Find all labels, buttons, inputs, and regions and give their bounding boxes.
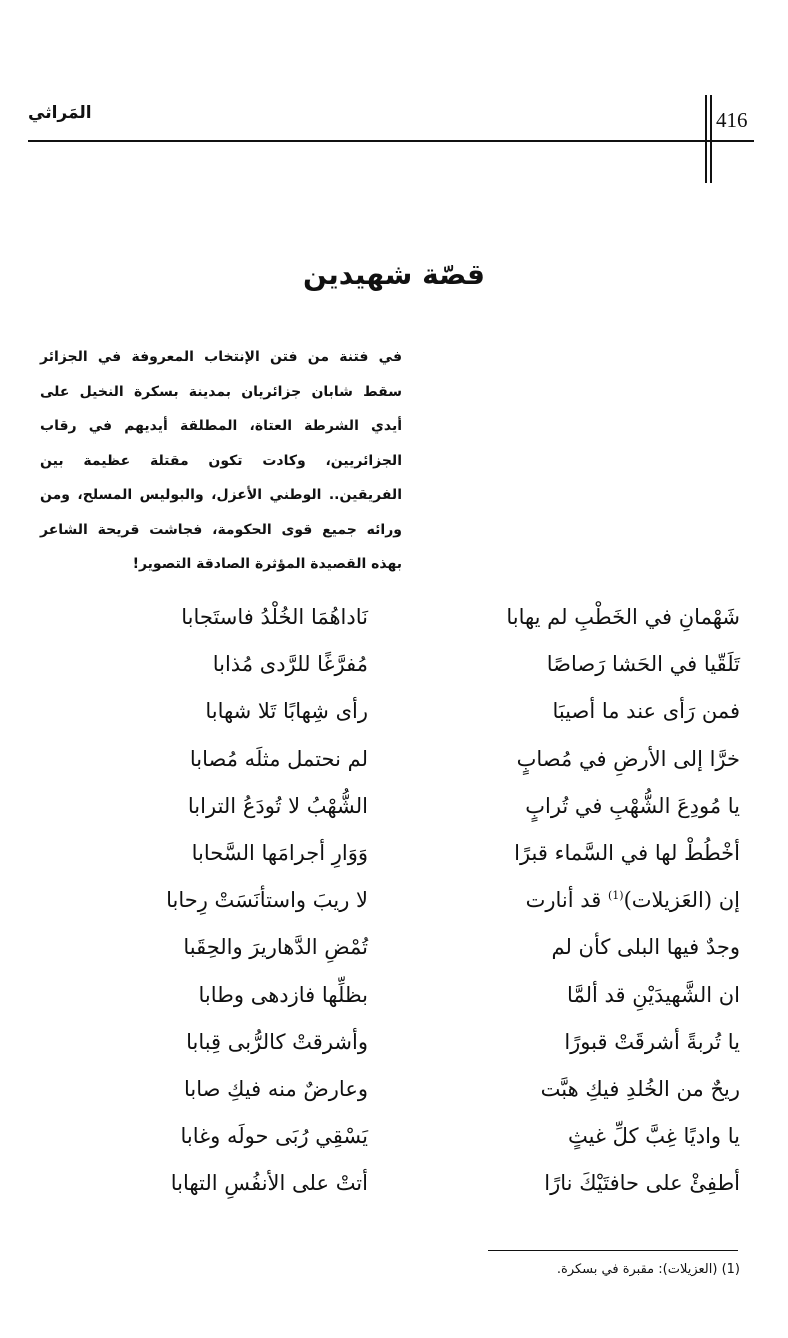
verse-row (0, 1030, 788, 1077)
verse-row (0, 935, 788, 982)
verse-second-hemistich: تُمْضِ الدَّهاريرَ والحِقَبا (183, 935, 368, 960)
verse-row (0, 699, 788, 746)
running-header: المَراثي (28, 103, 92, 123)
verse-first-hemistich: أطفِئْ على حافتَيْكَ نارًا (544, 1171, 740, 1196)
header-vertical-rule (705, 95, 707, 183)
verse-second-hemistich: لم نحتمل مثلَه مُصابا (189, 746, 368, 771)
verse-row (0, 841, 788, 888)
verse-row (0, 652, 788, 699)
verse-first-hemistich: خرَّا إلى الأرضِ في مُصابٍ (516, 746, 740, 771)
verse-row (0, 1124, 788, 1171)
verse-first-hemistich: فمن رَأى عند ما أصيبَا (552, 699, 740, 724)
verse-second-hemistich: بظلِّها فازدهى وطابا (198, 982, 368, 1007)
verse-second-hemistich: وأشرقتْ كالرُّبى قِبابا (186, 1029, 368, 1054)
header-vertical-rule (710, 95, 712, 183)
poem-title: قصّة شهيدين (303, 258, 485, 291)
verse-first-hemistich: ان الشَّهيدَيْنِ قد ألمَّا (567, 982, 740, 1007)
intro-paragraph: في فتنة من فتن الإنتخاب المعروفة في الجزائر سقط شابان جزائريان بمدينة بسكرة النخيل على أيدي الشرطة العتاة، المطلقة أيديهم في رقاب الجزائريين، وكادت تكون مقتلة عظيمة بين الفريقين.. الوطني الأعزل، والبوليس المسلح، ومن ورائه جميع قوى الحكومة، فجاشت قريحة الشاعر بهذه القصيدة المؤثرة الصادقة التصوير! (40, 349, 402, 572)
verse-row (0, 747, 788, 794)
verse-second-hemistich: أتتْ على الأنفُسِ التهابا (170, 1171, 368, 1196)
verse-first-hemistich: وجدٌ فيها البلى كأن لم (551, 935, 740, 960)
verse-first-hemistich (410, 888, 740, 912)
verse-row (0, 888, 788, 935)
footnote-rule (488, 1250, 738, 1251)
verse-second-hemistich: يَسْقِي رُبَى حولَه وغابا (180, 1124, 368, 1149)
verse-second-hemistich: وَوَارِ أجرامَها السَّحابا (191, 840, 368, 865)
verse-text: إن (العَزيلات) (623, 888, 740, 913)
verse-first-hemistich: أخْطُطْ لها في السَّماء قبرًا (514, 840, 740, 865)
header-rule (28, 140, 754, 142)
verse-row (0, 794, 788, 841)
verse-second-hemistich: لا ريبَ واستأنَسَتْ رِحابا (166, 888, 368, 913)
verse-row (0, 1077, 788, 1124)
footnote-marker: (1) (607, 889, 624, 903)
verse-second-hemistich: مُفرَّغًا للرَّدى مُذابا (212, 652, 368, 677)
verse-list (0, 605, 788, 1218)
page-number: 416 (716, 108, 748, 132)
verse-text: قد أنارت (525, 888, 602, 913)
verse-first-hemistich: شَهْمانِ في الخَطْبِ لم يهابا (506, 605, 740, 629)
verse-row (0, 983, 788, 1030)
verse-second-hemistich: الشُّهْبُ لا تُودَعُ الترابا (187, 793, 368, 818)
verse-second-hemistich: وعارضٌ منه فيكِ صابا (183, 1076, 368, 1101)
verse-first-hemistich: ريحٌ من الخُلدِ فيكِ هبَّت (540, 1076, 740, 1101)
verse-second-hemistich: رأى شِهابًا تَلا شهابا (205, 699, 368, 724)
verse-first-hemistich: يا واديًا غِبَّ كلِّ غيثٍ (568, 1124, 740, 1149)
verse-first-hemistich: يا مُودِعَ الشُّهْبِ في تُرابٍ (525, 793, 740, 818)
verse-second-hemistich: نَاداهُمَا الخُلْدُ فاستَجابا (181, 605, 368, 629)
verse-first-hemistich: يا تُربةً أشرقَتْ قبورًا (564, 1029, 740, 1054)
verse-row (0, 1171, 788, 1218)
verse-row (0, 605, 788, 652)
verse-first-hemistich: تَلَقّيا في الحَشا رَصاصًا (546, 652, 740, 677)
footnote: (1) (العزيلات): مقبرة في بسكرة. (556, 1262, 740, 1277)
